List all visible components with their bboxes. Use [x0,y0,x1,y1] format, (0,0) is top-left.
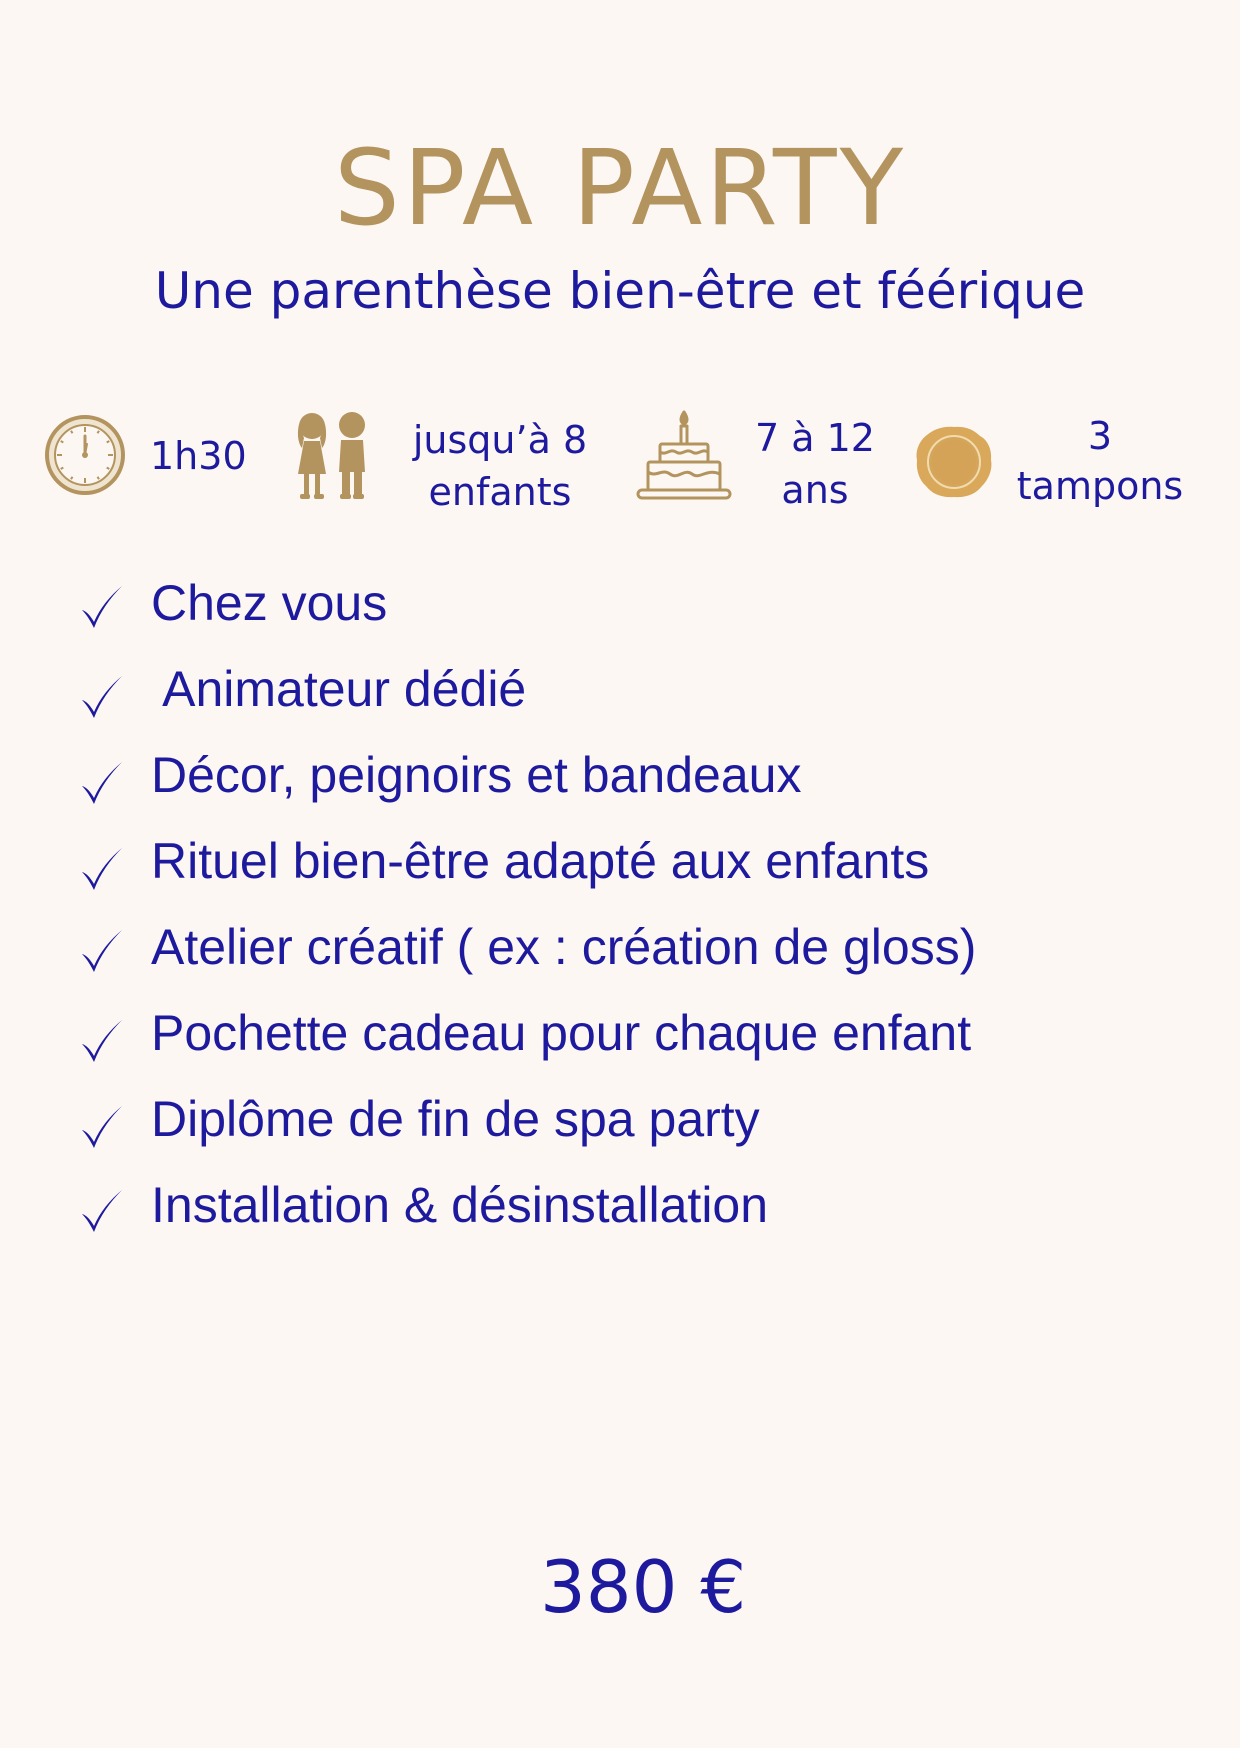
age-range-label: 7 à 12 [755,416,875,460]
age-unit-label: ans [781,468,849,512]
feature-label: Atelier créatif ( ex : création de gloss) [151,919,977,975]
price: 380 € [540,1545,747,1629]
feature-label: Animateur dédié [151,661,527,717]
checkmark-icon [80,846,124,892]
feature-label: Diplôme de fin de spa party [151,1091,760,1147]
checkmark-icon [80,1104,124,1150]
duration-label: 1h30 [150,434,247,478]
checkmark-icon [80,760,124,806]
checkmark-icon [80,584,124,630]
checkmark-icon [80,1018,124,1064]
stamps-count-label: 3 [1087,414,1113,458]
feature-label: Décor, peignoirs et bandeaux [151,747,802,803]
stamps-unit-label: tampons [1016,464,1184,508]
feature-label: Chez vous [151,575,388,631]
checkmark-icon [80,928,124,974]
feature-label: Pochette cadeau pour chaque enfant [151,1005,972,1061]
feature-label: Rituel bien-être adapté aux enfants [151,833,930,889]
checkmark-icon [80,674,124,720]
page-subtitle: Une parenthèse bien-être et féérique [154,262,1086,320]
children-unit-label: enfants [428,470,572,514]
feature-label: Installation & désinstallation [151,1177,769,1233]
checkmark-icon [80,1188,124,1234]
page-title: SPA PARTY [333,127,907,249]
children-count-label: jusqu’à 8 [412,418,588,462]
